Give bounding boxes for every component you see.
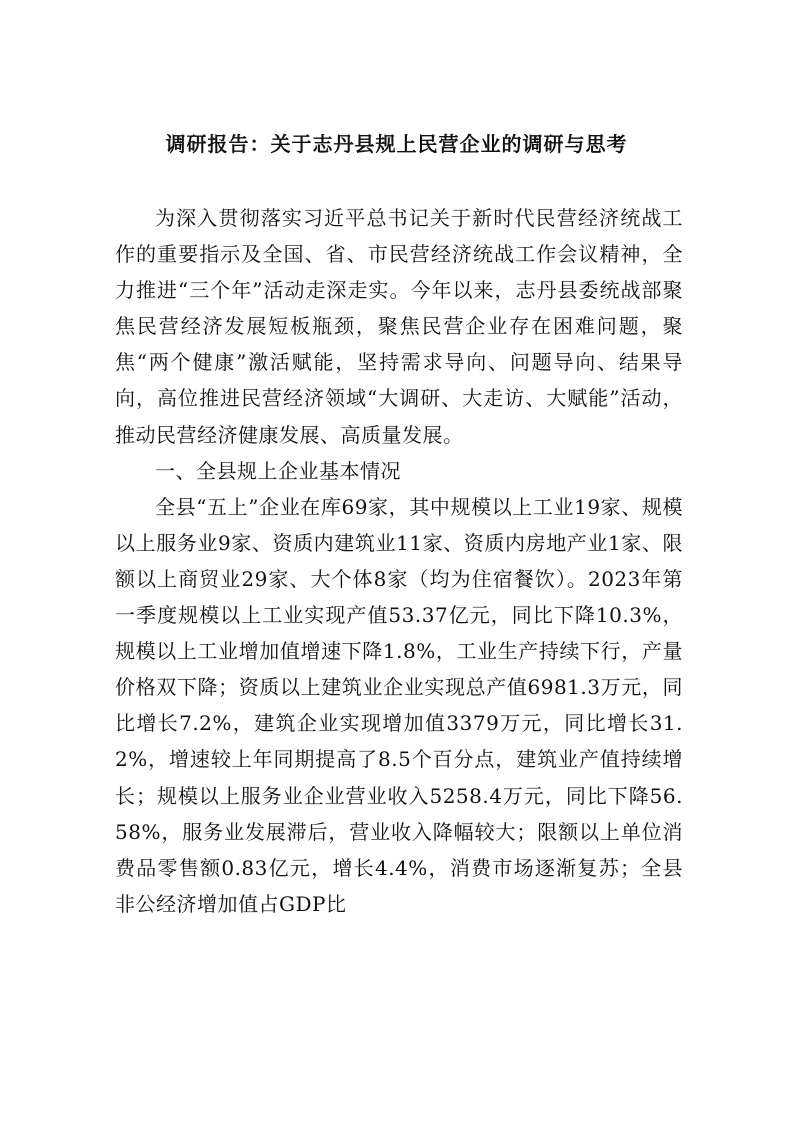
intro-paragraph: 为深入贯彻落实习近平总书记关于新时代民营经济统战工作的重要指示及全国、省、市民营经济统战工作会议精神，全力推进“三个年”活动走深走实。今年以来，志丹县委统战部聚焦民营经济发展短板瓶颈，聚焦民营企业存在困难问题，聚焦“两个健康”激活赋能，坚持需求导向、问题导向、结果导向，高位推进民营经济领域“大调研、大走访、大赋能”活动，推动民营经济健康发展、高质量发展。 (115, 206, 683, 447)
document-body (115, 200, 683, 922)
section-heading: 一、全县规上企业基本情况 (155, 458, 401, 483)
body-paragraph: 全县“五上”企业在库69家，其中规模以上工业19家、规模以上服务业9家、资质内建筑业11家、资质内房地产业1家、限额以上商贸业29家、大个体8家（均为住宿餐饮）。2023年第一季度规模以上工业实现产值53.37亿元，同比下降10.3%，规模以上工业增加值增速下降1.8%，工业生产持续下行，产量价格双下降；资质以上建筑业企业实现总产值6981.3万元，同比增长7.2%，建筑企业实现增加值3379万元，同比增长31.2%，增速较上年同期提高了8.5个百分点，建筑业产值持续增长；规模以上服务业企业营业收入5258.4万元，同比下降56.58%，服务业发展滞后，营业收入降幅较大；限额以上单位消费品零售额0.83亿元，增长4.4%，消费市场逐渐复苏；全县非公经济增加值占GDP比 (115, 494, 683, 916)
document-title: 调研报告：关于志丹县规上民营企业的调研与思考 (165, 132, 628, 156)
